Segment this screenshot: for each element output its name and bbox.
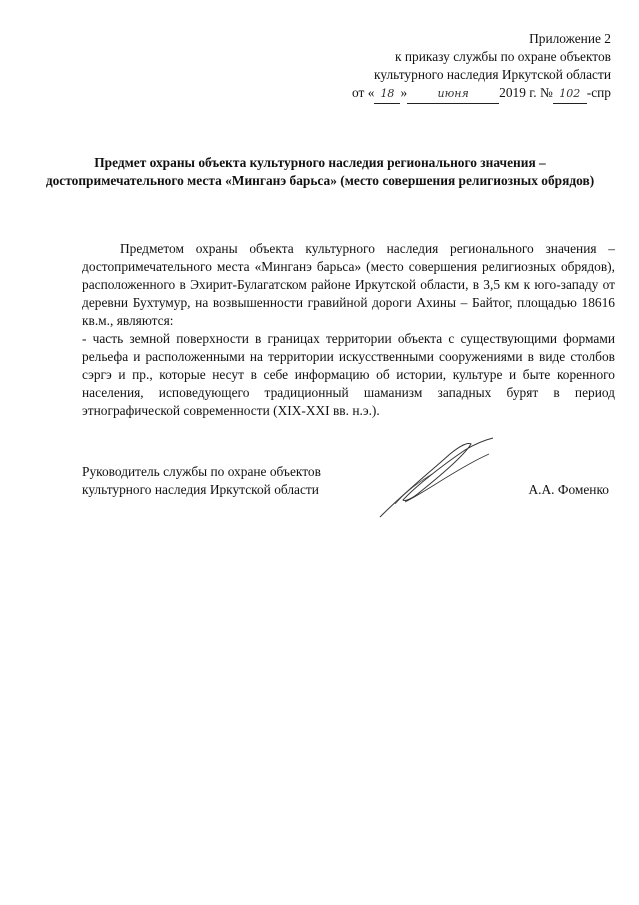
signer-position-line-2: культурного наследия Иркутской области — [82, 482, 319, 497]
attachment-title: Приложение 2 — [529, 31, 611, 46]
date-day-handwritten: 18 — [374, 85, 400, 104]
date-day-close: » — [400, 85, 408, 100]
signer-name: А.А. Фоменко — [528, 482, 609, 497]
order-number-suffix: -спр — [586, 85, 611, 100]
date-prefix: от « — [352, 85, 375, 100]
attachment-header — [271, 30, 611, 104]
attachment-date-line — [271, 84, 611, 104]
body-paragraph-1: Предметом охраны объекта культурного наследия регионального значения – достопримечательного места «Минганэ барьса» (место совершения религиозных обрядов), расположенного в Эхирит-Булагатском районе Иркутской области, в 3,5 км к юго-западу от деревни Бухтумур, на возвышенности гравийной дороги Ахины – Байтог, площадью 18616 кв.м., являются: — [82, 241, 615, 328]
document-body — [82, 240, 615, 420]
signer-position — [82, 463, 382, 499]
attachment-order-line: к приказу службы по охране объектов — [395, 49, 611, 64]
document-title: Предмет охраны объекта культурного наследия регионального значения – достопримечательного места «Минганэ барьса» (место совершения религиозных обрядов) — [45, 155, 595, 188]
date-month-handwritten: июня — [407, 85, 499, 104]
date-year: 2019 г. № — [499, 85, 553, 100]
body-paragraph-2: - часть земной поверхности в границах территории объекта с существующими формами рельефа и расположенными на территории искусственными сооружениями в виде столбов сэргэ и пр., которые несут в себе информацию об истории, культуре и быте коренного населения, исповедующего традиционный шаманизм западных бурят в период этнографической современности (XIX-XXI вв. н.э.). — [82, 331, 615, 418]
handwritten-signature — [375, 432, 505, 522]
attachment-authority-line: культурного наследия Иркутской области — [374, 67, 611, 82]
signer-position-line-1: Руководитель службы по охране объектов — [82, 464, 321, 479]
order-number-handwritten: 102 — [553, 85, 587, 104]
